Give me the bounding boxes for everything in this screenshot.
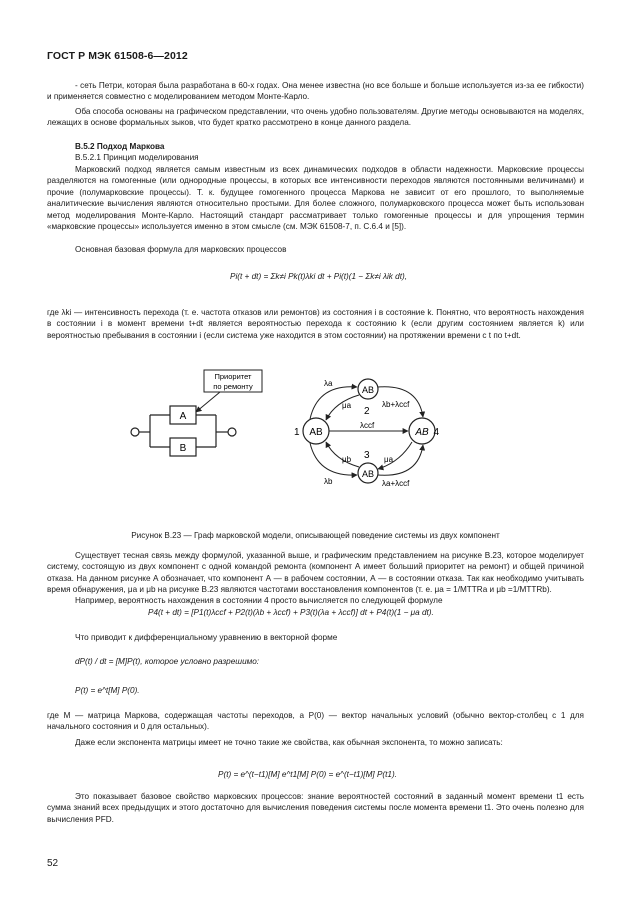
- block-b-label: B: [179, 443, 187, 454]
- figure-caption: Рисунок В.23 — Граф марковской модели, описывающей поведение системы из двух компонент: [131, 531, 500, 540]
- priority-label-line2: по ремонту: [213, 382, 253, 391]
- paragraph-relation: Существует тесная связь между формулой, указанной выше, и графическим представлением на рисунке В.23, которое моделирует систему, состоящую из двух компонент с одной командой ремонта (компонент А имеет больший приоритет на ремонт) и общей причиной отказа. На данном рисунке А обозначает, что компонент А — в рабочем состоянии, А — в состоянии отказа. Так как необходимо учитывать время обнаружения, μa и μb на рисунке В.23 являются частотами восстановления компонентов (т. е. μa = 1/MTTRa и μb =1/MTTRb).: [47, 551, 584, 595]
- paragraph-where-lambda: где λki — интенсивность перехода (т. е. частота отказов или ремонтов) из состояния i в состояние k. Понятно, что вероятность нахождения в состоянии i в момент времени t+dt является вероятностью перехода к состоянию k (если другим состоянием является k) или вероятностью пребывания в состоянии i (если система уже находится в этом состоянии) на протяжении времени с t по t+dt.: [47, 308, 584, 340]
- paragraph-matrix: где M — матрица Маркова, содержащая частоты переходов, а P(0) — вектор начальных условий (обычно вектор-столбец с 1 для начального состояния и 0 для остальных).: [47, 711, 584, 732]
- state-label-3: AB: [361, 469, 375, 479]
- state-label-1: AB: [309, 427, 323, 438]
- formula-state4: P4(t + dt) = [P1(t)λccf + P2(t)(λb + λccf) + P3(t)(λa + λccf)] dt + P4(t)(1 − μa dt).: [148, 608, 434, 617]
- state-number-2: 2: [364, 406, 370, 417]
- rate-label-lb-ccf: λb+λccf: [382, 400, 410, 409]
- subsection-heading: В.5.2.1 Принцип моделирования: [75, 153, 199, 162]
- formula-main: Pi(t + dt) = Σk≠i Pk(t)λki dt + Pi(t)(1 − Σk≠i λik dt),: [230, 272, 408, 281]
- block-diagram: [131, 370, 262, 456]
- page-header: ГОСТ Р МЭК 61508-6—2012: [47, 50, 188, 62]
- rate-label-mua: μa: [342, 401, 352, 410]
- block-a-label: A: [179, 411, 187, 422]
- paragraph-differential: Что приводит к дифференциальному уравнению в векторной форме: [75, 633, 338, 642]
- state-number-3: 3: [364, 450, 370, 461]
- paragraph-basic-formula: Основная базовая формула для марковских процессов: [75, 245, 287, 254]
- markov-figure: [120, 362, 440, 502]
- rate-label-la-ccf: λa+λccf: [382, 479, 410, 488]
- paragraph-petri: - сеть Петри, которая была разработана в 60-х годах. Она менее известна (но все больше и больше используется из-за ее гибкости) и применяется совместно с моделированием методом Монте-Карло.: [47, 81, 584, 102]
- paragraph-exponent: Даже если экспонента матрицы имеет не точно такие же свойства, как обычная экспонента, то можно записать:: [75, 738, 503, 747]
- output-terminal: [228, 428, 236, 436]
- state-label-4: AB: [415, 427, 429, 438]
- rate-label-lb: λb: [324, 477, 333, 486]
- rate-label-lccf: λccf: [360, 421, 375, 430]
- paragraph-example: Например, вероятность нахождения в состоянии 4 просто вычисляется по следующей формуле: [75, 596, 443, 605]
- markov-graph: [294, 379, 439, 488]
- formula-diffeq: dP(t) / dt = [M]P(t), которое условно разрешимо:: [75, 657, 260, 666]
- rate-label-mub: μb: [342, 455, 352, 464]
- paragraph-property: Это показывает базовое свойство марковских процессов: знание вероятностей состояний в заданный момент времени t1 есть сумма знаний всех предыдущих и этого достаточно для вычисления поведения системы после момента времени t1. Это очень полезно для вычисления PFD.: [47, 792, 584, 824]
- priority-label-line1: Приоритет: [214, 372, 252, 381]
- page-number: 52: [47, 858, 59, 869]
- paragraph-graphic: Оба способа основаны на графическом представлении, что очень удобно пользователям. Другие методы основываются на моделях, лежащих в основе формальных зыков, что будет кратко рассмотрено в конце данного раздела.: [47, 107, 584, 128]
- paragraph-markov: Марковский подход является самым известным из всех динамических подходов в области надежности. Марковские процессы разделяются на гомогенные (или однородные процессы, в которых все интенсивности переходов являются постоянными величинами) и прочие (полумарковские процессы). Т. к. будущее гомогенного процесса Маркова не зависит от его прошлого, то выполняемые аналитические вычисления являются относительно простыми. Для более сложного, полумарковского процесса может быть использован метод моделирования Монте-Карло. Настоящий стандарт рассматривает только гомогенные процессы и для упрощения термин «марковские процессы» используется именно в этом смысле (см. МЭК 61508-7, п. С.6.4 и [5]).: [47, 165, 584, 232]
- formula-solution: P(t) = e^t[M] P(0).: [75, 686, 140, 695]
- state-number-1: 1: [294, 427, 300, 438]
- rate-label-la: λa: [324, 379, 333, 388]
- state-label-2: AB: [361, 385, 375, 395]
- formula-exponent: P(t) = e^(t−t1)[M] e^t1[M] P(0) = e^(t−t1)[M] P(t1).: [218, 770, 397, 779]
- section-heading: В.5.2 Подход Маркова: [75, 142, 165, 151]
- input-terminal: [131, 428, 139, 436]
- rate-label-mua-2: μa: [384, 455, 394, 464]
- state-number-4: 4: [433, 427, 439, 438]
